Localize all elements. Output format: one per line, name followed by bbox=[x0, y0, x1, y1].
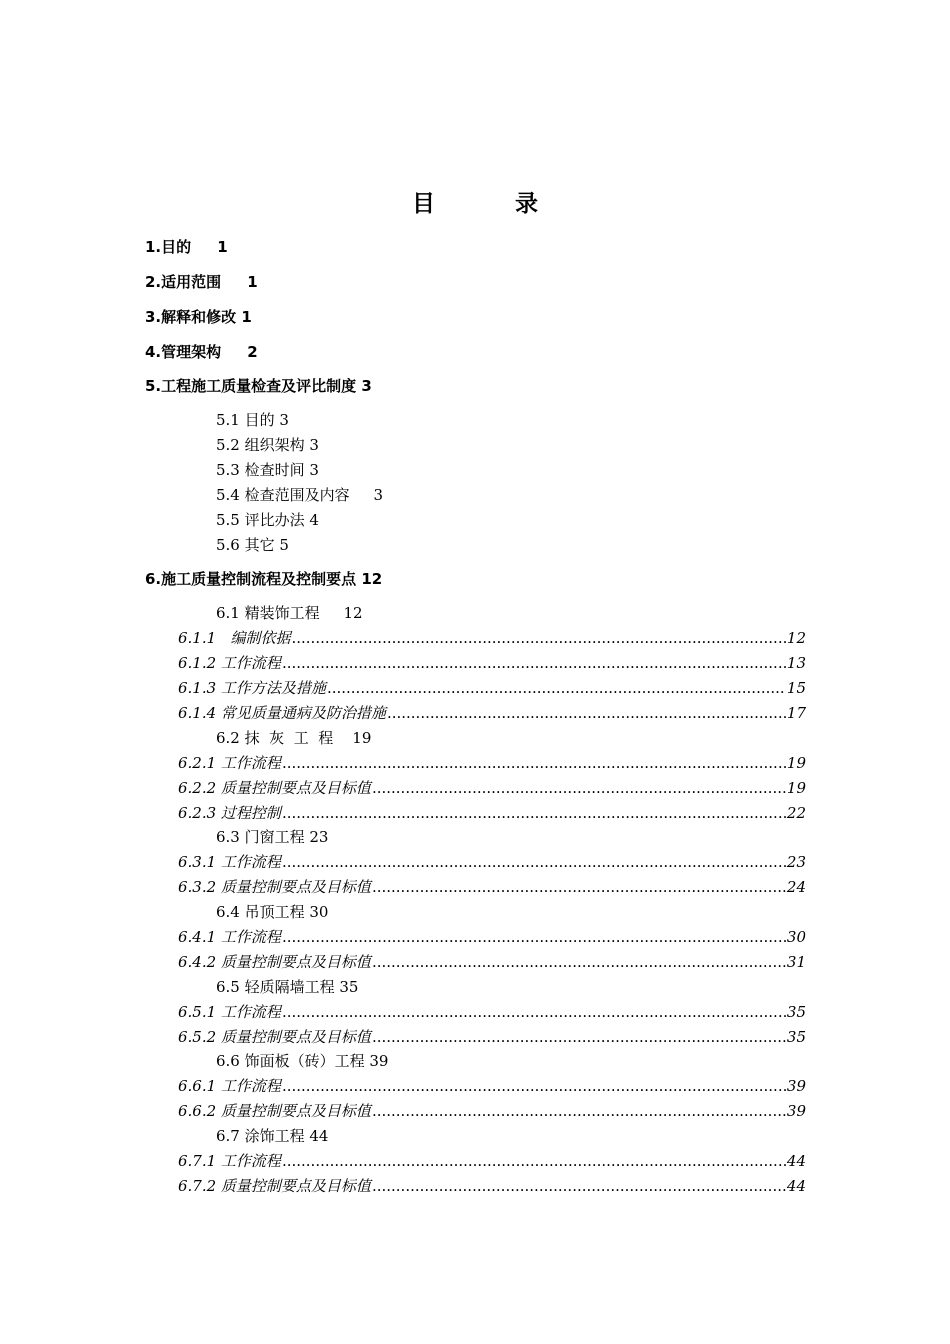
toc-subentry-label: 6.7.2 质量控制要点及目标值 bbox=[178, 1177, 371, 1195]
toc-page-number: 12 bbox=[786, 629, 806, 647]
toc-page-number: 24 bbox=[786, 878, 806, 896]
dot-leader bbox=[282, 654, 786, 672]
toc-entry-6-7[interactable]: 6.7 涂饰工程 44 bbox=[216, 1127, 329, 1145]
toc-entry-5-5[interactable]: 5.5 评比办法 4 bbox=[216, 511, 319, 529]
toc-page-number: 23 bbox=[786, 853, 806, 871]
toc-subentry-label: 6.2.1 工作流程 bbox=[178, 754, 281, 772]
toc-subentry[interactable] bbox=[178, 802, 806, 823]
toc-subentry[interactable] bbox=[178, 851, 806, 872]
dot-leader bbox=[291, 629, 785, 647]
toc-entry-5-6[interactable]: 5.6 其它 5 bbox=[216, 536, 289, 554]
toc-entry-6-4[interactable]: 6.4 吊顶工程 30 bbox=[216, 903, 329, 921]
toc-subentry-label: 6.3.1 工作流程 bbox=[178, 853, 281, 871]
toc-page-number: 35 bbox=[786, 1028, 806, 1046]
toc-subentry[interactable] bbox=[178, 1001, 806, 1022]
toc-entry-5-3[interactable]: 5.3 检查时间 3 bbox=[216, 461, 319, 479]
toc-page-number: 19 bbox=[786, 779, 806, 797]
toc-page-number: 44 bbox=[786, 1152, 806, 1170]
toc-subentry[interactable] bbox=[178, 677, 806, 698]
toc-entry-5-2[interactable]: 5.2 组织架构 3 bbox=[216, 436, 319, 454]
dot-leader bbox=[327, 679, 786, 697]
toc-subentry-label: 6.5.1 工作流程 bbox=[178, 1003, 281, 1021]
toc-subentry[interactable] bbox=[178, 702, 806, 723]
toc-entry-6[interactable]: 6.施工质量控制流程及控制要点 12 bbox=[145, 570, 383, 588]
toc-entry-5-4[interactable]: 5.4 检查范围及内容 3 bbox=[216, 486, 384, 504]
toc-subentry[interactable] bbox=[178, 627, 806, 648]
dot-leader bbox=[282, 1003, 786, 1021]
toc-subentry[interactable] bbox=[178, 1150, 806, 1171]
toc-entry-5-1[interactable]: 5.1 目的 3 bbox=[216, 411, 289, 429]
dot-leader bbox=[372, 1102, 786, 1120]
toc-subentry[interactable] bbox=[178, 777, 806, 798]
toc-entry-3[interactable]: 3.解释和修改 1 bbox=[145, 308, 252, 326]
dot-leader bbox=[372, 1028, 786, 1046]
dot-leader bbox=[372, 779, 786, 797]
toc-entry-4[interactable]: 4.管理架构 2 bbox=[145, 343, 258, 361]
toc-entry-2[interactable]: 2.适用范围 1 bbox=[145, 273, 258, 291]
toc-entry-6-1[interactable]: 6.1 精装饰工程 12 bbox=[216, 604, 363, 622]
toc-page-number: 44 bbox=[786, 1177, 806, 1195]
dot-leader bbox=[282, 1077, 786, 1095]
toc-subentry[interactable] bbox=[178, 1075, 806, 1096]
toc-page-number: 13 bbox=[786, 654, 806, 672]
toc-subentry-label: 6.1.1 编制依据 bbox=[178, 629, 291, 647]
toc-entry-6-6[interactable]: 6.6 饰面板（砖）工程 39 bbox=[216, 1052, 389, 1070]
dot-leader bbox=[282, 804, 786, 822]
dot-leader bbox=[282, 754, 786, 772]
toc-entry-6-5[interactable]: 6.5 轻质隔墙工程 35 bbox=[216, 978, 359, 996]
toc-page-number: 17 bbox=[786, 704, 806, 722]
toc-subentry-label: 6.4.2 质量控制要点及目标值 bbox=[178, 953, 371, 971]
toc-subentry-label: 6.3.2 质量控制要点及目标值 bbox=[178, 878, 371, 896]
toc-entry-5[interactable]: 5.工程施工质量检查及评比制度 3 bbox=[145, 377, 372, 395]
toc-subentry-label: 6.1.3 工作方法及措施 bbox=[178, 679, 326, 697]
toc-subentry[interactable] bbox=[178, 926, 806, 947]
dot-leader bbox=[282, 1152, 786, 1170]
toc-subentry[interactable] bbox=[178, 951, 806, 972]
toc-subentry[interactable] bbox=[178, 876, 806, 897]
title-char-1: 目 bbox=[412, 191, 435, 217]
toc-subentry[interactable] bbox=[178, 752, 806, 773]
toc-page-number: 30 bbox=[786, 928, 806, 946]
toc-entry-6-3[interactable]: 6.3 门窗工程 23 bbox=[216, 828, 329, 846]
toc-subentry[interactable] bbox=[178, 1026, 806, 1047]
dot-leader bbox=[372, 1177, 786, 1195]
toc-page-number: 15 bbox=[786, 679, 806, 697]
toc-page-number: 19 bbox=[786, 754, 806, 772]
toc-subentry-label: 6.2.3 过程控制 bbox=[178, 804, 281, 822]
toc-page-number: 22 bbox=[786, 804, 806, 822]
toc-subentry-label: 6.6.2 质量控制要点及目标值 bbox=[178, 1102, 371, 1120]
dot-leader bbox=[282, 853, 786, 871]
toc-subentry-label: 6.7.1 工作流程 bbox=[178, 1152, 281, 1170]
toc-subentry[interactable] bbox=[178, 652, 806, 673]
toc-subentry-label: 6.5.2 质量控制要点及目标值 bbox=[178, 1028, 371, 1046]
dot-leader bbox=[282, 928, 786, 946]
toc-page-number: 39 bbox=[786, 1077, 806, 1095]
toc-entry-6-2[interactable]: 6.2 抹 灰 工 程 19 bbox=[216, 729, 372, 747]
title-char-2: 录 bbox=[515, 191, 538, 217]
toc-subentry-label: 6.6.1 工作流程 bbox=[178, 1077, 281, 1095]
toc-subentry-label: 6.1.4 常见质量通病及防治措施 bbox=[178, 704, 386, 722]
dot-leader bbox=[372, 953, 786, 971]
dot-leader bbox=[372, 878, 786, 896]
toc-subentry-label: 6.4.1 工作流程 bbox=[178, 928, 281, 946]
toc-subentry[interactable] bbox=[178, 1100, 806, 1121]
toc-page-number: 35 bbox=[786, 1003, 806, 1021]
page-title bbox=[0, 185, 950, 218]
toc-subentry-label: 6.2.2 质量控制要点及目标值 bbox=[178, 779, 371, 797]
dot-leader bbox=[387, 704, 786, 722]
toc-page-number: 39 bbox=[786, 1102, 806, 1120]
toc-subentry-label: 6.1.2 工作流程 bbox=[178, 654, 281, 672]
toc-page-number: 31 bbox=[786, 953, 806, 971]
toc-entry-1[interactable]: 1.目的 1 bbox=[145, 238, 228, 256]
toc-subentry[interactable] bbox=[178, 1175, 806, 1196]
